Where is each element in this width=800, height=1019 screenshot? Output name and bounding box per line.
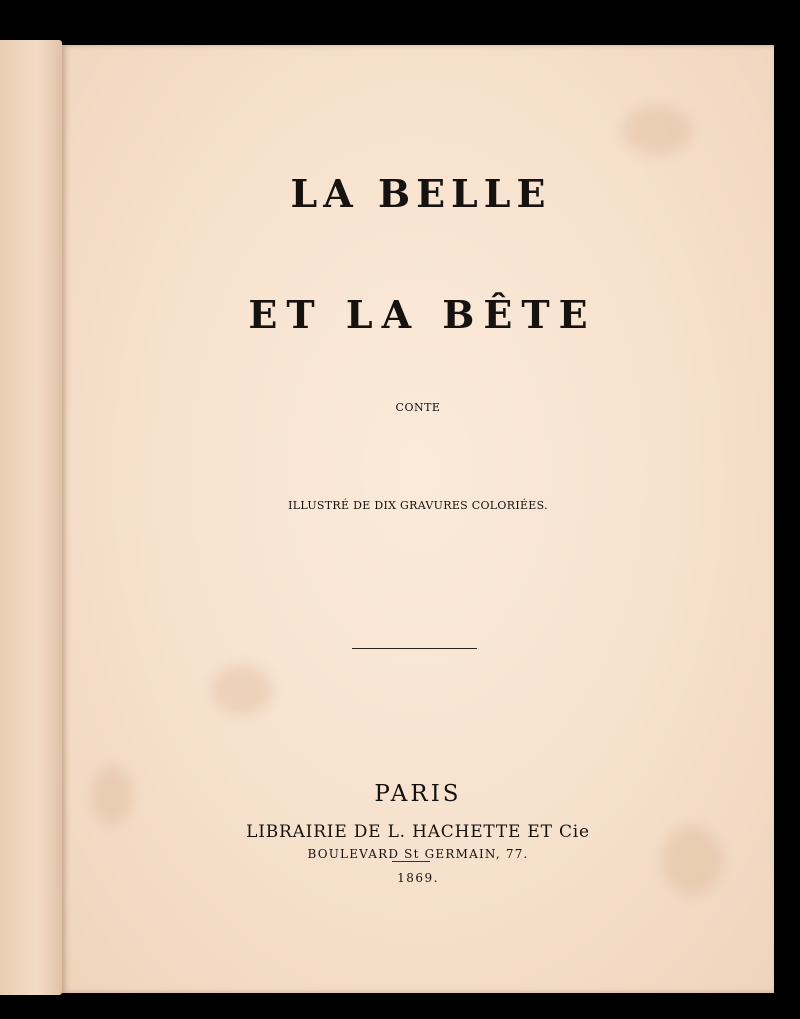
title-page [62,45,774,993]
publication-city: PARIS [374,781,462,807]
publisher-name: LIBRAIRIE DE L. HACHETTE ET Cie [246,822,590,842]
publication-year: 1869. [397,871,439,885]
subtitle: ILLUSTRÉ DE DIX GRAVURES COLORIÉES. [288,499,548,512]
genre-label: CONTE [395,401,441,414]
address-underline [392,861,430,862]
foxing-stain [212,665,272,715]
title-line-1: LA BELLE [290,171,552,216]
title-line-2: ET LA BÊTE [248,292,597,337]
divider-rule [352,648,477,649]
left-page-edge [0,40,62,995]
foxing-stain [622,105,692,155]
publisher-address: BOULEVARD St GERMAIN, 77. [307,847,529,861]
